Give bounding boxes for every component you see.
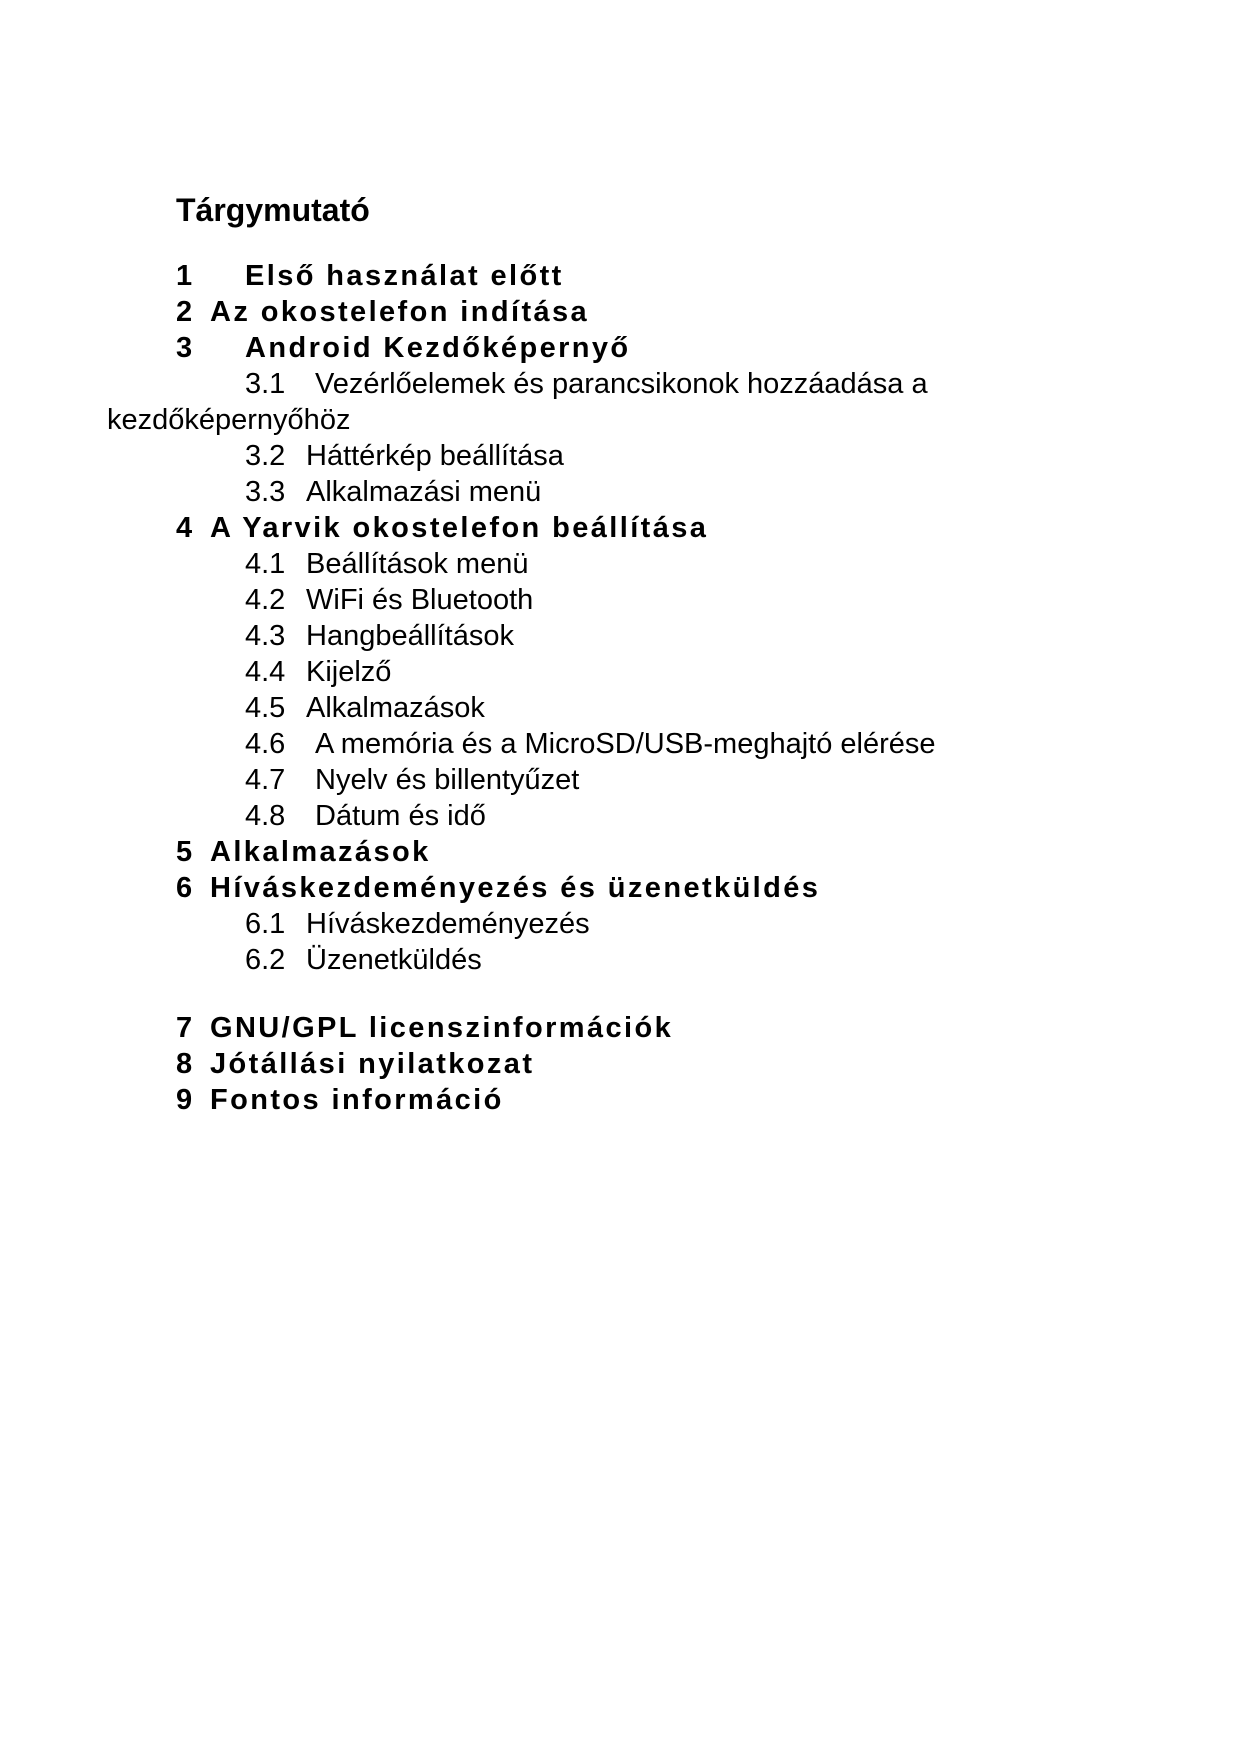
toc-entry-number: 6.1 — [245, 908, 286, 940]
toc-entry-label: GNU/GPL licenszinformációk — [210, 1012, 674, 1044]
toc-entry-number: 1 — [176, 260, 195, 292]
toc-entry-8[interactable] — [176, 1046, 1176, 1082]
toc-entry-4-2[interactable] — [176, 582, 1176, 618]
section-gap — [176, 978, 1176, 1010]
toc-entry-4-3[interactable] — [176, 618, 1176, 654]
toc-entry-label: Android Kezdőképernyő — [245, 332, 631, 364]
toc-entry-number: 3.3 — [245, 476, 286, 508]
toc-entry-6[interactable] — [176, 870, 1176, 906]
toc-entry-number: 4.2 — [245, 584, 286, 616]
toc-entry-label: Első használat előtt — [245, 260, 564, 292]
toc-entry-number: 9 — [176, 1084, 195, 1116]
toc-entry-number: 2 — [176, 296, 195, 328]
toc-entry-number: 4.5 — [245, 692, 286, 724]
toc-entry-4-4[interactable] — [176, 654, 1176, 690]
toc-entry-number: 4.1 — [245, 548, 286, 580]
toc-entry-4-5[interactable] — [176, 690, 1176, 726]
toc-entry-label-continuation: kezdőképernyőhöz — [107, 404, 351, 436]
toc-entry-9[interactable] — [176, 1082, 1176, 1118]
toc-entry-label: Vezérlőelemek és parancsikonok hozzáadása a — [315, 368, 928, 400]
toc-entry-label: Alkalmazási menü — [306, 476, 542, 508]
toc-entry-label: Híváskezdeményezés és üzenetküldés — [210, 872, 821, 904]
toc-entry-4-8[interactable] — [176, 798, 1176, 834]
toc-entry-number: 3.1 — [245, 368, 286, 400]
toc-entry-label: Hangbeállítások — [306, 620, 514, 652]
toc-entry-4-6[interactable] — [176, 726, 1176, 762]
toc-entry-number: 4 — [176, 512, 195, 544]
table-of-contents — [107, 258, 1176, 1118]
toc-entry-number: 4.8 — [245, 800, 286, 832]
toc-entry-label: Üzenetküldés — [306, 944, 482, 976]
toc-entry-label: Híváskezdeményezés — [306, 908, 590, 940]
toc-entry-label: Alkalmazások — [210, 836, 431, 868]
toc-entry-3-3[interactable] — [176, 474, 1176, 510]
toc-entry-4[interactable] — [176, 510, 1176, 546]
toc-entry-label: A memória és a MicroSD/USB-meghajtó elérése — [315, 728, 936, 760]
toc-entry-label: Kijelző — [306, 656, 392, 688]
toc-entry-3-1[interactable] — [107, 366, 1176, 438]
toc-entry-number: 5 — [176, 836, 195, 868]
toc-entry-label: Beállítások menü — [306, 548, 529, 580]
toc-entry-number: 6.2 — [245, 944, 286, 976]
toc-entry-3-2[interactable] — [176, 438, 1176, 474]
toc-entry-4-7[interactable] — [176, 762, 1176, 798]
toc-entry-label: WiFi és Bluetooth — [306, 584, 534, 616]
toc-entry-number: 7 — [176, 1012, 195, 1044]
toc-entry-number: 4.4 — [245, 656, 286, 688]
toc-entry-number: 4.7 — [245, 764, 286, 796]
toc-entry-number: 4.6 — [245, 728, 286, 760]
toc-entry-number: 3 — [176, 332, 195, 364]
toc-entry-1[interactable] — [176, 258, 1176, 294]
toc-entry-4-1[interactable] — [176, 546, 1176, 582]
toc-entry-3[interactable] — [176, 330, 1176, 366]
toc-entry-number: 8 — [176, 1048, 195, 1080]
toc-entry-number: 6 — [176, 872, 195, 904]
toc-entry-label: Dátum és idő — [315, 800, 486, 832]
toc-entry-label: A Yarvik okostelefon beállítása — [210, 512, 709, 544]
page-title: Tárgymutató — [176, 192, 370, 228]
toc-entry-6-2[interactable] — [176, 942, 1176, 978]
toc-entry-label: Fontos információ — [210, 1084, 504, 1116]
toc-entry-label: Háttérkép beállítása — [306, 440, 564, 472]
toc-entry-label: Az okostelefon indítása — [210, 296, 590, 328]
toc-entry-2[interactable] — [176, 294, 1176, 330]
toc-entry-number: 3.2 — [245, 440, 286, 472]
toc-entry-label: Jótállási nyilatkozat — [210, 1048, 535, 1080]
toc-entry-label: Nyelv és billentyűzet — [315, 764, 580, 796]
toc-entry-number: 4.3 — [245, 620, 286, 652]
toc-entry-7[interactable] — [176, 1010, 1176, 1046]
toc-entry-6-1[interactable] — [176, 906, 1176, 942]
toc-entry-5[interactable] — [176, 834, 1176, 870]
toc-entry-label: Alkalmazások — [306, 692, 485, 724]
